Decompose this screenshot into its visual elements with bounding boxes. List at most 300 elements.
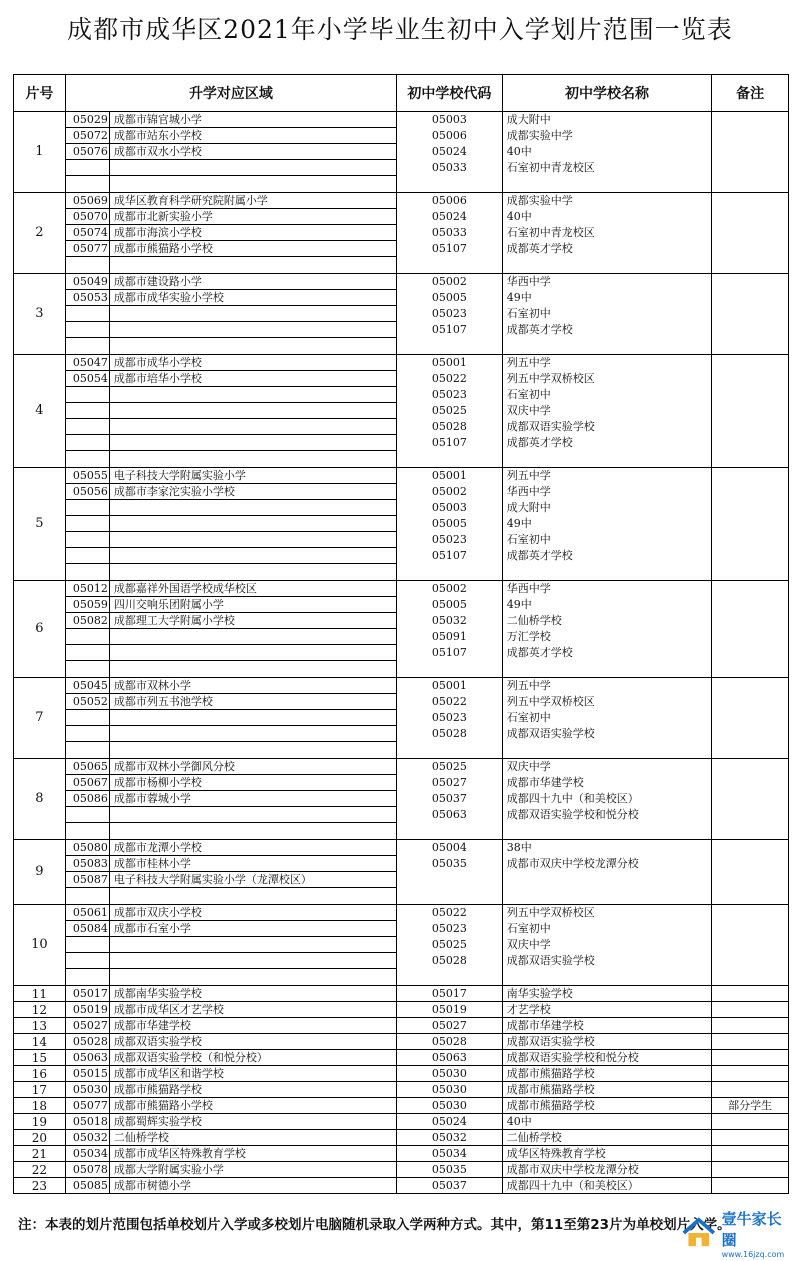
zone-number: 21 xyxy=(14,1146,66,1161)
area-row xyxy=(66,1162,396,1178)
school-name: 38中 xyxy=(506,841,532,854)
school-name: 40中 xyxy=(506,145,532,158)
zone-group xyxy=(13,759,789,840)
school-code: 05033 xyxy=(431,161,467,174)
area-code: 05059 xyxy=(66,597,110,612)
area-code: 05047 xyxy=(66,355,110,370)
school-name: 40中 xyxy=(506,210,532,223)
area-list xyxy=(66,1018,397,1033)
school-code: 05002 xyxy=(431,485,467,498)
area-row xyxy=(66,274,396,290)
area-code xyxy=(66,419,110,434)
zone-number: 18 xyxy=(14,1098,66,1113)
area-name xyxy=(110,937,396,952)
school-code: 05005 xyxy=(431,291,467,304)
school-name: 成都市双庆中学校龙潭分校 xyxy=(506,1163,639,1176)
school-name-list xyxy=(503,759,712,839)
school-name: 华西中学 xyxy=(506,275,551,288)
area-code xyxy=(66,823,110,839)
school-code-list xyxy=(397,1162,503,1177)
school-name: 49中 xyxy=(506,291,532,304)
remark xyxy=(712,355,788,467)
area-code: 05065 xyxy=(66,759,110,774)
zone-group xyxy=(13,1050,789,1066)
area-list xyxy=(66,678,397,758)
area-name xyxy=(110,451,396,467)
school-code: 05006 xyxy=(431,129,467,142)
area-row xyxy=(66,419,396,435)
area-row xyxy=(66,371,396,387)
school-name-list xyxy=(503,678,712,758)
school-name: 成都市双庆中学校龙潭分校 xyxy=(506,857,639,870)
school-code: 05028 xyxy=(431,954,467,967)
area-row xyxy=(66,759,396,775)
school-name-list xyxy=(503,1098,712,1113)
school-name: 双庆中学 xyxy=(506,760,551,773)
area-row xyxy=(66,355,396,371)
zone-group xyxy=(13,1018,789,1034)
area-name: 成都市成华实验小学校 xyxy=(113,291,224,304)
zone-number: 5 xyxy=(14,468,66,580)
remark xyxy=(712,1050,788,1065)
area-name: 成都南华实验学校 xyxy=(113,987,202,1000)
area-name: 成都双语实验学校（和悦分校） xyxy=(113,1051,268,1064)
area-name: 成都市杨柳小学校 xyxy=(113,776,202,789)
area-row xyxy=(66,500,396,516)
zone-group xyxy=(13,1066,789,1082)
school-code: 05023 xyxy=(431,533,467,546)
school-code: 05023 xyxy=(431,388,467,401)
school-code-list xyxy=(397,1034,503,1049)
area-row xyxy=(66,694,396,710)
area-row xyxy=(66,629,396,645)
school-code: 05025 xyxy=(431,404,467,417)
area-name: 成都市李家沱实验小学校 xyxy=(113,485,235,498)
school-code: 05030 xyxy=(431,1099,467,1112)
school-name-list xyxy=(503,1162,712,1177)
school-code: 05022 xyxy=(431,372,467,385)
header-school-name: 初中学校名称 xyxy=(503,75,712,111)
area-row xyxy=(66,1146,396,1162)
zone-number: 16 xyxy=(14,1066,66,1081)
school-name: 成都双语实验学校和悦分校 xyxy=(506,1051,639,1064)
area-code xyxy=(66,888,110,904)
area-row xyxy=(66,193,396,209)
area-name: 成都市海滨小学校 xyxy=(113,226,202,239)
area-row xyxy=(66,856,396,872)
school-code-list xyxy=(397,1146,503,1161)
school-name: 华西中学 xyxy=(506,582,551,595)
area-row xyxy=(66,516,396,532)
area-row xyxy=(66,710,396,726)
remark xyxy=(712,986,788,1001)
school-name-list xyxy=(503,986,712,1001)
area-code: 05074 xyxy=(66,225,110,240)
area-row xyxy=(66,257,396,273)
school-name-list xyxy=(503,1178,712,1193)
area-row xyxy=(66,484,396,500)
school-name: 双庆中学 xyxy=(506,404,551,417)
school-name: 成都实验中学 xyxy=(506,129,573,142)
area-list xyxy=(66,193,397,273)
school-code: 05002 xyxy=(431,582,467,595)
area-code: 05080 xyxy=(66,840,110,855)
area-name xyxy=(110,532,396,547)
area-code: 05045 xyxy=(66,678,110,693)
school-code-list xyxy=(397,1082,503,1097)
area-row xyxy=(66,645,396,661)
area-name: 成都市双庆小学校 xyxy=(113,906,202,919)
school-name: 才艺学校 xyxy=(506,1003,551,1016)
school-code: 05063 xyxy=(431,808,467,821)
area-code: 05085 xyxy=(66,1178,110,1194)
zone-number: 1 xyxy=(14,112,66,192)
area-name: 四川交响乐团附属小学 xyxy=(113,598,224,611)
area-code xyxy=(66,937,110,952)
area-list xyxy=(66,1034,397,1049)
zone-group xyxy=(13,840,789,905)
school-code: 05035 xyxy=(431,1163,467,1176)
school-code: 05037 xyxy=(431,1179,467,1192)
area-row xyxy=(66,1178,396,1194)
school-code: 05028 xyxy=(431,1035,467,1048)
area-row xyxy=(66,403,396,419)
school-name: 石室初中 xyxy=(506,533,551,546)
school-code: 05002 xyxy=(431,275,467,288)
area-code: 05053 xyxy=(66,290,110,305)
area-name xyxy=(110,823,396,839)
area-code xyxy=(66,500,110,515)
area-row xyxy=(66,290,396,306)
area-name xyxy=(110,419,396,434)
zone-group xyxy=(13,581,789,678)
school-code: 05033 xyxy=(431,226,467,239)
remark xyxy=(712,1034,788,1049)
school-code: 05024 xyxy=(431,145,467,158)
area-code: 05015 xyxy=(66,1066,110,1082)
area-name xyxy=(110,629,396,644)
area-name xyxy=(110,548,396,563)
school-code-list xyxy=(397,1130,503,1145)
area-name xyxy=(110,306,396,321)
area-name: 成都市树德小学 xyxy=(113,1179,191,1192)
area-code: 05078 xyxy=(66,1162,110,1178)
remark xyxy=(712,1178,788,1193)
area-name: 成都市双水小学校 xyxy=(113,145,202,158)
area-name xyxy=(110,564,396,580)
school-code: 05001 xyxy=(431,469,467,482)
school-code: 05027 xyxy=(431,776,467,789)
area-code: 05049 xyxy=(66,274,110,289)
area-name xyxy=(110,338,396,354)
area-row xyxy=(66,1098,396,1114)
area-name: 成都市熊猫路小学校 xyxy=(113,1099,213,1112)
school-code: 05023 xyxy=(431,711,467,724)
school-name: 石室初中 xyxy=(506,388,551,401)
area-code xyxy=(66,807,110,822)
area-name xyxy=(110,742,396,758)
area-name: 成都大学附属实验小学 xyxy=(113,1163,224,1176)
area-list xyxy=(66,905,397,985)
area-code: 05086 xyxy=(66,791,110,806)
area-row xyxy=(66,921,396,937)
school-name: 成都双语实验学校和悦分校 xyxy=(506,808,639,821)
school-code-list xyxy=(397,1098,503,1113)
zone-group xyxy=(13,1082,789,1098)
footnote: 注：本表的划片范围包括单校划片入学或多校划片电脑随机录取入学两种方式。其中，第11至第23片为单校划片入学。 xyxy=(18,1217,731,1233)
school-name: 成都市熊猫路学校 xyxy=(506,1083,595,1096)
remark xyxy=(712,1066,788,1081)
area-row xyxy=(66,338,396,354)
area-code: 05018 xyxy=(66,1114,110,1130)
school-name: 成大附中 xyxy=(506,113,551,126)
area-code: 05083 xyxy=(66,856,110,871)
area-row xyxy=(66,1050,396,1066)
area-row xyxy=(66,775,396,791)
school-name: 成都实验中学 xyxy=(506,194,573,207)
school-name: 列五中学双桥校区 xyxy=(506,372,595,385)
area-name: 成都市双林小学御风分校 xyxy=(113,760,235,773)
area-row xyxy=(66,726,396,742)
page-title: 成都市成华区2021年小学毕业生初中入学划片范围一览表 xyxy=(67,15,733,44)
area-row xyxy=(66,144,396,160)
area-name xyxy=(110,726,396,741)
school-name: 49中 xyxy=(506,517,532,530)
area-code: 05030 xyxy=(66,1082,110,1098)
area-name: 成都双语实验学校 xyxy=(113,1035,202,1048)
area-code: 05084 xyxy=(66,921,110,936)
school-code: 05032 xyxy=(431,1131,467,1144)
school-name-list xyxy=(503,581,712,677)
zone-number: 19 xyxy=(14,1114,66,1129)
school-name: 二仙桥学校 xyxy=(506,1131,562,1144)
area-row xyxy=(66,742,396,758)
area-row xyxy=(66,937,396,953)
area-row xyxy=(66,128,396,144)
zone-number: 20 xyxy=(14,1130,66,1145)
area-row xyxy=(66,888,396,904)
area-name: 成都市成华区才艺学校 xyxy=(113,1003,224,1016)
school-name: 列五中学 xyxy=(506,469,551,482)
remark xyxy=(712,193,788,273)
area-name: 成都市站东小学校 xyxy=(113,129,202,142)
school-code-list xyxy=(397,193,503,273)
area-code xyxy=(66,532,110,547)
area-name xyxy=(110,435,396,450)
area-row xyxy=(66,905,396,921)
area-code: 05028 xyxy=(66,1034,110,1050)
area-list xyxy=(66,1178,397,1193)
area-list xyxy=(66,1130,397,1145)
school-name: 列五中学双桥校区 xyxy=(506,906,595,919)
school-name: 49中 xyxy=(506,598,532,611)
area-row xyxy=(66,597,396,613)
area-name: 电子科技大学附属实验小学 xyxy=(113,469,246,482)
area-name xyxy=(110,500,396,515)
remark: 部分学生 xyxy=(728,1099,773,1112)
zone-group xyxy=(13,1002,789,1018)
area-name: 成华区教育科学研究院附属小学 xyxy=(113,194,268,207)
area-code: 05077 xyxy=(66,1098,110,1114)
area-code xyxy=(66,435,110,450)
area-code: 05082 xyxy=(66,613,110,628)
area-name: 成都市蓉城小学 xyxy=(113,792,191,805)
area-code xyxy=(66,403,110,418)
zone-group xyxy=(13,468,789,581)
school-name-list xyxy=(503,1066,712,1081)
remark xyxy=(712,1114,788,1129)
school-name-list xyxy=(503,1002,712,1017)
school-name: 成都英才学校 xyxy=(506,323,573,336)
school-name: 二仙桥学校 xyxy=(506,614,562,627)
area-name: 成都市锦官城小学 xyxy=(113,113,202,126)
zone-group xyxy=(13,1114,789,1130)
area-row xyxy=(66,953,396,969)
area-code: 05077 xyxy=(66,241,110,256)
school-code: 05107 xyxy=(431,323,467,336)
zone-number: 4 xyxy=(14,355,66,467)
area-row xyxy=(66,1002,396,1018)
area-name: 成都市双林小学 xyxy=(113,679,191,692)
school-name: 成都市华建学校 xyxy=(506,1019,584,1032)
school-code-list xyxy=(397,274,503,354)
school-code: 05006 xyxy=(431,194,467,207)
area-list xyxy=(66,1098,397,1113)
area-row xyxy=(66,241,396,257)
zone-group xyxy=(13,986,789,1002)
school-name: 华西中学 xyxy=(506,485,551,498)
area-name: 成都市成华小学校 xyxy=(113,356,202,369)
school-code: 05001 xyxy=(431,356,467,369)
watermark-url: www.16jzq.com xyxy=(721,1249,785,1259)
school-code: 05032 xyxy=(431,614,467,627)
school-name: 成都市熊猫路学校 xyxy=(506,1067,595,1080)
remark xyxy=(712,678,788,758)
area-name xyxy=(110,516,396,531)
school-code: 05017 xyxy=(431,987,467,1000)
area-row xyxy=(66,1034,396,1050)
area-row xyxy=(66,581,396,597)
zone-group xyxy=(13,193,789,274)
watermark-logo xyxy=(680,1209,792,1259)
school-name-list xyxy=(503,1114,712,1129)
area-name: 成都理工大学附属小学校 xyxy=(113,614,235,627)
area-name xyxy=(110,953,396,968)
area-code: 05056 xyxy=(66,484,110,499)
area-row xyxy=(66,306,396,322)
header-school-code: 初中学校代码 xyxy=(397,75,503,111)
area-list xyxy=(66,1050,397,1065)
school-name: 南华实验学校 xyxy=(506,987,573,1000)
area-row xyxy=(66,807,396,823)
zone-group xyxy=(13,905,789,986)
area-list xyxy=(66,986,397,1001)
area-row xyxy=(66,1066,396,1082)
area-code xyxy=(66,953,110,968)
school-code: 05027 xyxy=(431,1019,467,1032)
area-name: 二仙桥学校 xyxy=(113,1131,169,1144)
zone-number: 9 xyxy=(14,840,66,904)
school-name: 成都英才学校 xyxy=(506,242,573,255)
watermark-text: 壹牛家长圈 xyxy=(721,1209,782,1249)
area-code xyxy=(66,629,110,644)
area-code xyxy=(66,451,110,467)
school-code: 05022 xyxy=(431,906,467,919)
school-code: 05107 xyxy=(431,549,467,562)
zone-group xyxy=(13,355,789,468)
area-row xyxy=(66,872,396,888)
area-code xyxy=(66,160,110,175)
area-code: 05076 xyxy=(66,144,110,159)
area-code xyxy=(66,306,110,321)
zone-group xyxy=(13,1034,789,1050)
area-list xyxy=(66,1082,397,1097)
area-row xyxy=(66,823,396,839)
header-area: 升学对应区域 xyxy=(66,75,397,111)
area-code xyxy=(66,516,110,531)
school-code: 05019 xyxy=(431,1003,467,1016)
school-name-list xyxy=(503,1050,712,1065)
school-code: 05024 xyxy=(431,1115,467,1128)
area-row xyxy=(66,387,396,403)
zone-number: 10 xyxy=(14,905,66,985)
school-code: 05035 xyxy=(431,857,467,870)
school-code: 05107 xyxy=(431,436,467,449)
school-name: 成都双语实验学校 xyxy=(506,1035,595,1048)
school-name: 成都双语实验学校 xyxy=(506,727,595,740)
school-code: 05023 xyxy=(431,307,467,320)
school-name-list xyxy=(503,112,712,192)
school-code: 05005 xyxy=(431,598,467,611)
zone-number: 2 xyxy=(14,193,66,273)
school-name: 石室初中 xyxy=(506,922,551,935)
area-row xyxy=(66,451,396,467)
school-name-list xyxy=(503,1034,712,1049)
area-name: 成都市石室小学 xyxy=(113,922,191,935)
area-list xyxy=(66,840,397,904)
zone-number: 15 xyxy=(14,1050,66,1065)
area-row xyxy=(66,532,396,548)
school-code: 05005 xyxy=(431,517,467,530)
school-code: 05025 xyxy=(431,760,467,773)
school-code-list xyxy=(397,905,503,985)
zone-number: 17 xyxy=(14,1082,66,1097)
area-name xyxy=(110,807,396,822)
area-code: 05034 xyxy=(66,1146,110,1162)
school-code-list xyxy=(397,112,503,192)
remark xyxy=(712,840,788,904)
school-name: 石室初中 xyxy=(506,711,551,724)
area-list xyxy=(66,355,397,467)
zone-number: 13 xyxy=(14,1018,66,1033)
area-code xyxy=(66,322,110,337)
area-code xyxy=(66,176,110,192)
area-list xyxy=(66,1002,397,1017)
area-row xyxy=(66,176,396,192)
area-name xyxy=(110,387,396,402)
zone-number: 6 xyxy=(14,581,66,677)
table-body xyxy=(13,112,789,1194)
area-list xyxy=(66,1146,397,1161)
zone-number: 14 xyxy=(14,1034,66,1049)
school-name: 成都四十九中（和美校区） xyxy=(506,792,639,805)
area-code: 05069 xyxy=(66,193,110,208)
area-name: 成都市熊猫路小学校 xyxy=(113,242,213,255)
area-code: 05027 xyxy=(66,1018,110,1034)
zoning-table xyxy=(13,74,789,1194)
area-code xyxy=(66,387,110,402)
school-code-list xyxy=(397,1002,503,1017)
